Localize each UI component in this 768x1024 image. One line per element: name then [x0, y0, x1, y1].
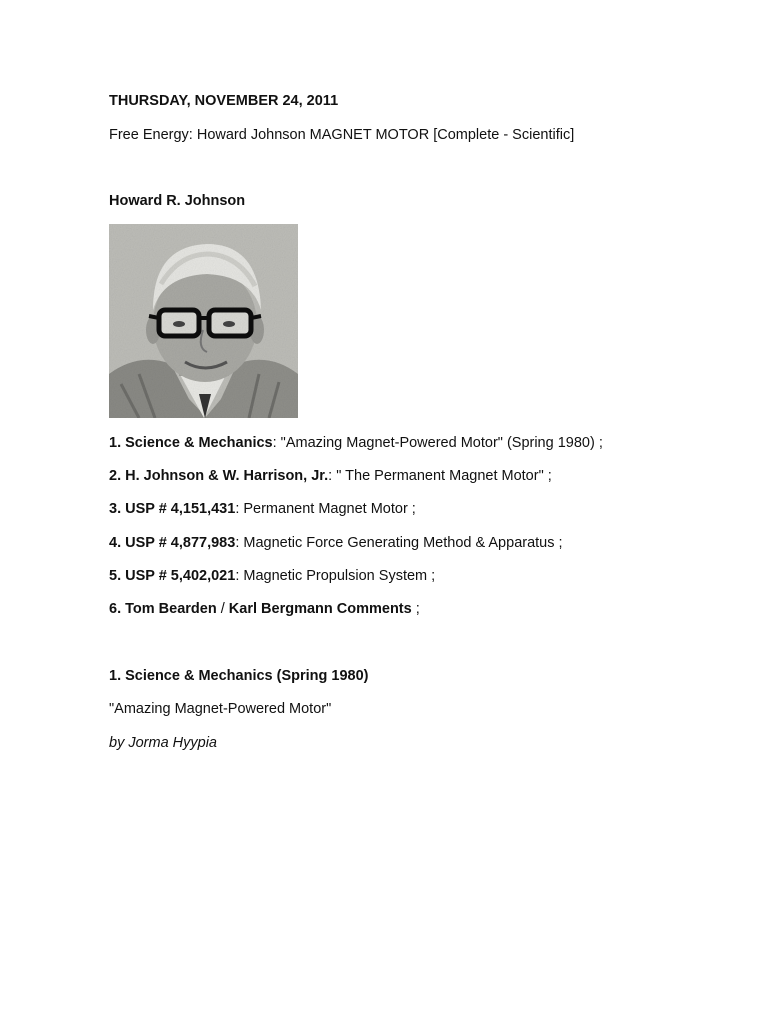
- author-heading: Howard R. Johnson: [109, 193, 246, 209]
- section-heading: 1. Science & Mechanics (Spring 1980): [109, 668, 369, 684]
- reference-item: 5. USP # 5,402,021: Magnetic Propulsion System ;: [109, 568, 436, 584]
- reference-item: 2. H. Johnson & W. Harrison, Jr.: " The Permanent Magnet Motor" ;: [109, 468, 552, 484]
- reference-item: 6. Tom Bearden / Karl Bergmann Comments ;: [109, 601, 420, 617]
- article-title: "Amazing Magnet-Powered Motor": [109, 701, 332, 717]
- reference-item: 4. USP # 4,877,983: Magnetic Force Generating Method & Apparatus ;: [109, 535, 563, 551]
- reference-item: 1. Science & Mechanics: "Amazing Magnet-Powered Motor" (Spring 1980) ;: [109, 435, 603, 451]
- post-date: THURSDAY, NOVEMBER 24, 2011: [109, 93, 339, 109]
- portrait-photo: [109, 224, 298, 418]
- reference-item: 3. USP # 4,151,431: Permanent Magnet Motor ;: [109, 501, 416, 517]
- post-title: Free Energy: Howard Johnson MAGNET MOTOR [Complete - Scientific]: [109, 127, 575, 143]
- article-byline: by Jorma Hyypia: [109, 735, 217, 751]
- portrait-photo-icon: [109, 224, 298, 418]
